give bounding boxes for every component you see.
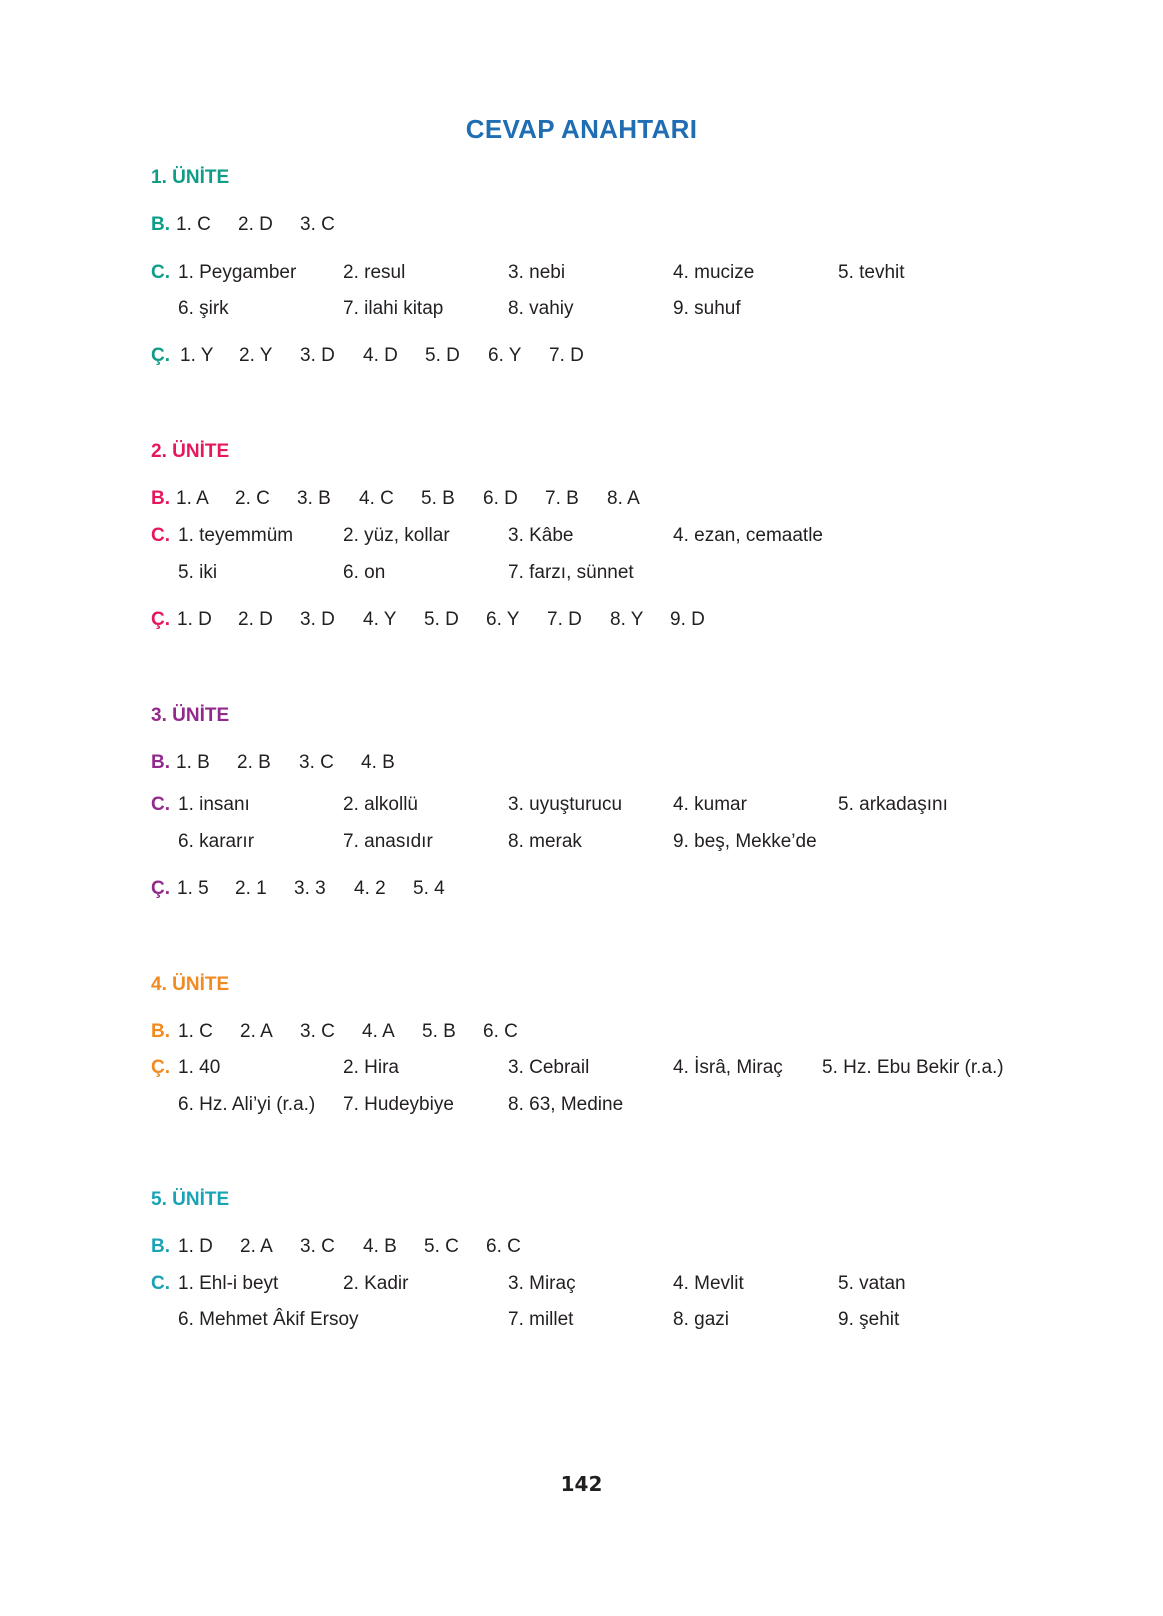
unit-heading: 2. ÜNİTE	[151, 441, 230, 462]
answer-item: 4. A	[362, 1021, 395, 1042]
section-label-c: C.	[151, 525, 170, 546]
answer-item: 6. C	[486, 1236, 521, 1257]
answer-item: 6. C	[483, 1021, 518, 1042]
answer-item: 3. Kâbe	[508, 525, 574, 546]
answer-item: 2. Y	[239, 345, 273, 366]
section-label-b: B.	[151, 488, 170, 509]
answer-item: 5. D	[424, 609, 459, 630]
answer-item: 1. B	[176, 752, 210, 773]
answer-item: 4. kumar	[673, 794, 747, 815]
answer-item: 3. C	[299, 752, 334, 773]
answer-item: 7. B	[545, 488, 579, 509]
answer-item: 3. C	[300, 214, 335, 235]
answer-item: 9. suhuf	[673, 298, 741, 319]
answer-item: 8. gazi	[673, 1309, 729, 1330]
answer-item: 2. 1	[235, 878, 267, 899]
answer-item: 6. şirk	[178, 298, 229, 319]
answer-item: 3. D	[300, 345, 335, 366]
unit-heading: 4. ÜNİTE	[151, 974, 230, 995]
answer-item: 5. tevhit	[838, 262, 905, 283]
answer-item: 1. C	[178, 1021, 213, 1042]
answer-item: 7. D	[547, 609, 582, 630]
answer-item: 4. 2	[354, 878, 386, 899]
answer-item: 2. D	[238, 214, 273, 235]
answer-item: 1. D	[177, 609, 212, 630]
answer-item: 4. Y	[363, 609, 397, 630]
answer-item: 9. beş, Mekke’de	[673, 831, 817, 852]
section-label-cc: Ç.	[151, 878, 170, 899]
answer-item: 1. teyemmüm	[178, 525, 294, 546]
answer-item: 3. 3	[294, 878, 326, 899]
answer-item: 8. A	[607, 488, 640, 509]
answer-item: 2. Kadir	[343, 1273, 409, 1294]
section-label-cc: Ç.	[151, 609, 170, 630]
unit-heading: 3. ÜNİTE	[151, 705, 230, 726]
answer-item: 5. Hz. Ebu Bekir (r.a.)	[822, 1057, 1004, 1078]
answer-item: 6. D	[483, 488, 518, 509]
answer-item: 8. merak	[508, 831, 582, 852]
unit-heading: 5. ÜNİTE	[151, 1189, 230, 1210]
answer-item: 9. şehit	[838, 1309, 900, 1330]
page-title: CEVAP ANAHTARI	[465, 114, 698, 144]
answer-item: 1. Peygamber	[178, 262, 297, 283]
section-label-b: B.	[151, 1236, 170, 1257]
section-label-b: B.	[151, 1021, 170, 1042]
answer-item: 1. insanı	[178, 794, 250, 815]
answer-item: 3. C	[300, 1236, 335, 1257]
answer-item: 2. C	[235, 488, 270, 509]
answer-item: 8. 63, Medine	[508, 1094, 624, 1115]
answer-item: 5. 4	[413, 878, 445, 899]
answer-item: 5. B	[421, 488, 455, 509]
answer-item: 2. A	[240, 1021, 273, 1042]
answer-item: 1. Ehl-i beyt	[178, 1273, 279, 1294]
answer-item: 9. D	[670, 609, 705, 630]
answer-item: 3. C	[300, 1021, 335, 1042]
answer-item: 3. uyuşturucu	[508, 794, 623, 815]
answer-item: 1. 40	[178, 1057, 221, 1078]
section-label-b: B.	[151, 752, 170, 773]
answer-item: 8. vahiy	[508, 298, 574, 319]
section-label-cc: Ç.	[151, 1057, 170, 1078]
answer-item: 4. mucize	[673, 262, 755, 283]
section-label-c: C.	[151, 1273, 170, 1294]
answer-item: 2. B	[237, 752, 271, 773]
answer-item: 6. Hz. Ali’yi (r.a.)	[178, 1094, 316, 1115]
answer-item: 1. 5	[177, 878, 209, 899]
answer-item: 6. Y	[486, 609, 520, 630]
section-label-cc: Ç.	[151, 345, 170, 366]
answer-item: 3. B	[297, 488, 331, 509]
answer-item: 3. Miraç	[508, 1273, 576, 1294]
answer-item: 6. on	[343, 562, 386, 583]
answer-item: 7. millet	[508, 1309, 574, 1330]
answer-item: 7. anasıdır	[343, 831, 433, 852]
answer-item: 4. ezan, cemaatle	[673, 525, 823, 546]
answer-item: 4. B	[361, 752, 395, 773]
answer-item: 7. farzı, sünnet	[508, 562, 634, 583]
section-label-c: C.	[151, 262, 170, 283]
answer-item: 7. ilahi kitap	[343, 298, 444, 319]
answer-item: 2. yüz, kollar	[343, 525, 450, 546]
answer-item: 8. Y	[610, 609, 644, 630]
answer-item: 4. D	[363, 345, 398, 366]
unit-heading: 1. ÜNİTE	[151, 167, 230, 188]
answer-item: 3. nebi	[508, 262, 566, 283]
answer-item: 1. A	[176, 488, 209, 509]
answer-item: 6. Y	[488, 345, 522, 366]
answer-item: 6. kararır	[178, 831, 255, 852]
answer-item: 4. C	[359, 488, 394, 509]
answer-item: 4. B	[363, 1236, 397, 1257]
answer-item: 2. D	[238, 609, 273, 630]
answer-item: 5. vatan	[838, 1273, 906, 1294]
answer-item: 2. resul	[343, 262, 406, 283]
answer-item: 1. C	[176, 214, 211, 235]
answer-item: 5. B	[422, 1021, 456, 1042]
section-label-c: C.	[151, 794, 170, 815]
answer-item: 6. Mehmet Âkif Ersoy	[178, 1309, 359, 1330]
answer-item: 4. Mevlit	[673, 1273, 744, 1294]
page-number: 142	[560, 1472, 603, 1496]
answer-item: 1. Y	[180, 345, 214, 366]
answer-item: 5. C	[424, 1236, 459, 1257]
answer-item: 7. D	[549, 345, 584, 366]
answer-item: 2. A	[240, 1236, 273, 1257]
answer-item: 5. D	[425, 345, 460, 366]
answer-item: 3. Cebrail	[508, 1057, 590, 1078]
answer-item: 2. alkollü	[343, 794, 418, 815]
answer-item: 4. İsrâ, Miraç	[673, 1057, 783, 1078]
answer-item: 2. Hira	[343, 1057, 399, 1078]
answer-item: 7. Hudeybiye	[343, 1094, 454, 1115]
answer-item: 5. arkadaşını	[838, 794, 948, 815]
section-label-b: B.	[151, 214, 170, 235]
answer-item: 5. iki	[178, 562, 218, 583]
answer-item: 3. D	[300, 609, 335, 630]
answer-item: 1. D	[178, 1236, 213, 1257]
